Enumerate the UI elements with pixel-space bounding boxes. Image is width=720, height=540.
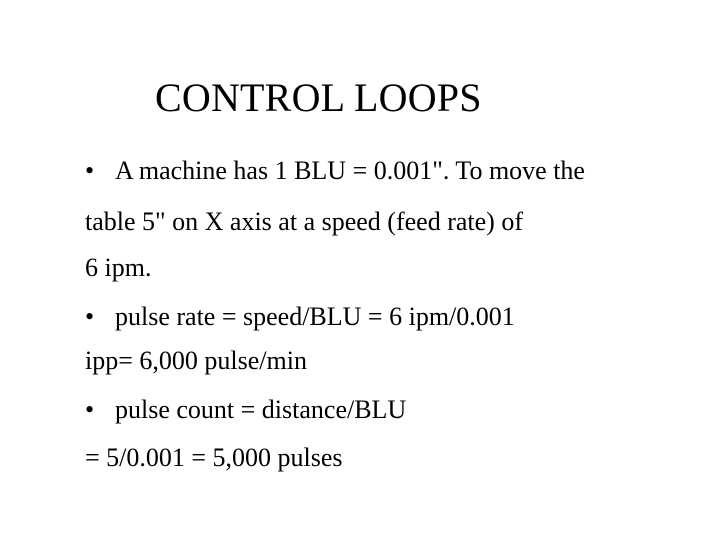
bullet-icon: • [85,156,95,185]
continuation-line-4 [85,442,343,474]
slide-title: CONTROL LOOPS [155,75,482,120]
line-text: A machine has 1 BLU = 0.001". To move the [115,156,585,185]
line-text: pulse count = distance/BLU [115,395,407,424]
continuation-line-2 [85,252,151,284]
line-text: ipp= 6,000 pulse/min [85,346,307,375]
continuation-line-3 [85,345,307,377]
line-text: = 5/0.001 = 5,000 pulses [85,443,343,472]
line-text: table 5" on X axis at a speed (feed rate) of [85,207,523,236]
bullet-line-1 [85,155,585,187]
line-text: 6 ipm. [85,253,152,282]
bullet-icon: • [85,395,95,424]
bullet-line-2 [85,301,515,333]
bullet-line-3 [85,394,406,426]
continuation-line-1 [85,206,523,238]
line-text: pulse rate = speed/BLU = 6 ipm/0.001 [115,302,515,331]
bullet-icon: • [85,302,95,331]
